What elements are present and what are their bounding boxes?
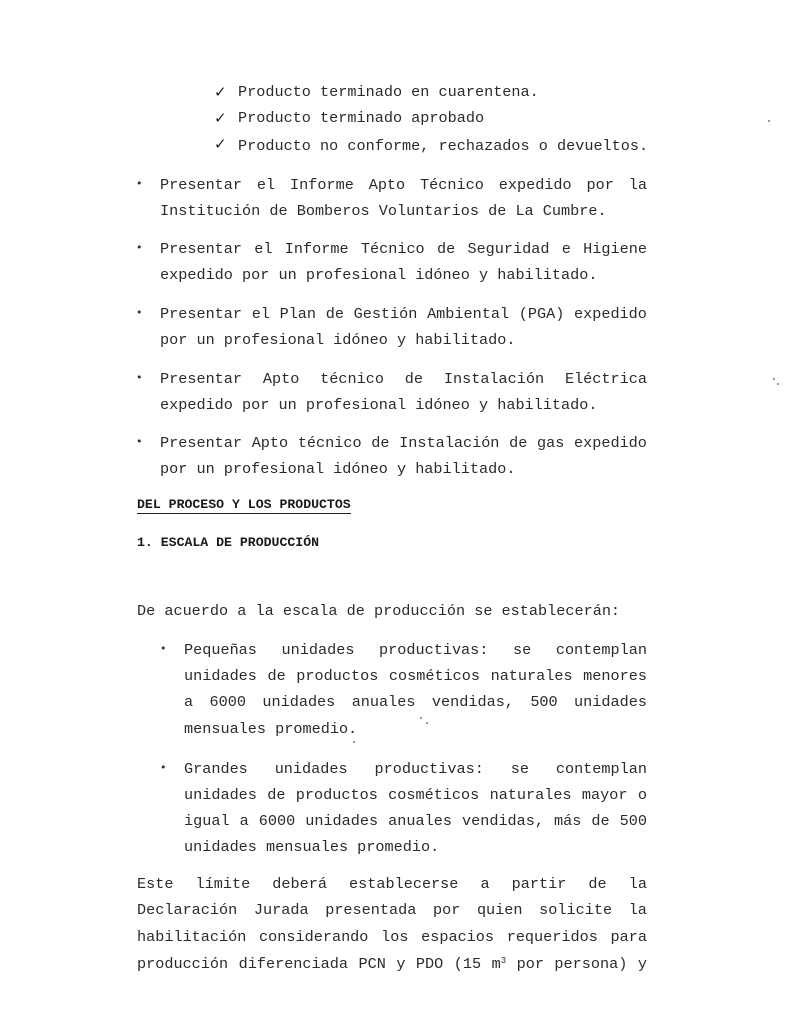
word: el	[256, 176, 276, 194]
word: de	[588, 875, 607, 893]
intro-paragraph: De acuerdo a la escala de producción se establecerán:	[137, 602, 621, 620]
requirement-line	[160, 176, 647, 194]
checkmark-icon: ✓	[214, 135, 227, 153]
word: unidades	[574, 693, 647, 711]
word: Grandes	[184, 760, 248, 778]
word: por	[586, 176, 614, 194]
word: unidades	[281, 641, 355, 659]
word: a	[480, 875, 490, 893]
word: cosméticos	[388, 786, 480, 804]
paragraph-line	[137, 928, 647, 946]
word: Técnico	[420, 176, 484, 194]
word: Declaración	[137, 901, 238, 919]
word: presentada	[325, 901, 417, 919]
checkmark-icon: ✓	[214, 83, 227, 101]
word: Pequeñas	[184, 641, 257, 659]
word: unidades	[305, 812, 379, 830]
word: la	[628, 176, 647, 194]
bullet-icon: •	[160, 761, 167, 774]
subsection-title: 1. ESCALA DE PRODUCCIÓN	[137, 535, 320, 550]
word: unidades	[184, 667, 257, 685]
bullet-icon: •	[136, 435, 143, 448]
word: contemplan	[555, 760, 647, 778]
requirement-line: expedido por un profesional idóneo y habilitado.	[160, 266, 598, 284]
word: solicite	[539, 901, 613, 919]
word: espacios	[421, 928, 495, 946]
checkmark-icon: ✓	[214, 109, 227, 127]
checklist-item: Producto terminado en cuarentena.	[238, 83, 539, 101]
word: $m^3$	[491, 955, 507, 973]
word: Jurada	[253, 901, 309, 919]
word: y	[396, 955, 406, 973]
word: 500	[619, 812, 647, 830]
bullet-icon: •	[136, 371, 143, 384]
word: a	[239, 812, 249, 830]
requirement-line: Institución de Bomberos Voluntarios de La Cumbre.	[160, 202, 607, 220]
word: unidades	[274, 760, 348, 778]
word: gas	[536, 434, 565, 452]
word: considerando	[259, 928, 369, 946]
word: la	[628, 875, 647, 893]
word: Apto	[251, 434, 289, 452]
word: partir	[511, 875, 567, 893]
word: Instalación	[443, 370, 545, 388]
word: Presentar	[160, 240, 243, 258]
word: (PGA)	[518, 305, 565, 323]
scan-speck	[420, 717, 422, 719]
word: el	[251, 305, 270, 323]
word: la	[628, 901, 647, 919]
paragraph-line	[137, 875, 647, 893]
word: Gestión	[353, 305, 418, 323]
word: de	[371, 434, 390, 452]
word: Técnico	[360, 240, 425, 258]
scale-item-line	[184, 760, 647, 778]
word: por	[516, 955, 544, 973]
word: de	[267, 667, 286, 685]
word: de	[267, 786, 286, 804]
word: productivas:	[374, 760, 484, 778]
bullet-icon: •	[136, 306, 143, 319]
word: expedido	[573, 305, 647, 323]
word: PDO	[415, 955, 444, 973]
scale-item-line: mensuales promedio.	[184, 720, 358, 738]
section-title: DEL PROCESO Y LOS PRODUCTOS	[137, 497, 351, 512]
checklist-item: Producto no conforme, rechazados o devueltos.	[238, 137, 649, 155]
bullet-icon: •	[136, 241, 143, 254]
word: persona)	[554, 955, 628, 973]
word: deberá	[272, 875, 327, 893]
word: establecerse	[349, 875, 459, 893]
word: igual	[184, 812, 230, 830]
requirement-line: por un profesional idóneo y habilitado.	[160, 331, 516, 349]
word: Ambiental	[427, 305, 510, 323]
scale-item-line	[184, 693, 647, 711]
word: anuales	[388, 812, 452, 830]
word: Presentar	[160, 434, 243, 452]
bullet-icon: •	[160, 642, 167, 655]
word: 500	[530, 693, 558, 711]
word: unidades	[262, 693, 336, 711]
word: el	[254, 240, 273, 258]
word: o	[637, 786, 647, 804]
word: producción	[137, 955, 229, 973]
requirement-line: expedido por un profesional idóneo y habilitado.	[160, 396, 598, 414]
word: Eléctrica	[564, 370, 647, 388]
word: productos	[296, 667, 379, 685]
word: expedido	[498, 176, 572, 194]
word: Apto	[262, 370, 300, 388]
word: técnico	[297, 434, 362, 452]
word: naturales	[489, 786, 572, 804]
word: técnico	[320, 370, 384, 388]
word: menores	[583, 667, 647, 685]
word: se	[510, 760, 529, 778]
checklist-item: Producto terminado aprobado	[238, 109, 485, 127]
word: productivas:	[379, 641, 489, 659]
scale-item-line	[184, 667, 647, 685]
scale-item-line	[184, 641, 647, 659]
word: Instalación	[399, 434, 500, 452]
word: quien	[476, 901, 523, 919]
requirement-line	[160, 305, 647, 323]
scale-item-line	[184, 812, 647, 830]
word: requeridos	[506, 928, 598, 946]
word: Informe	[290, 176, 354, 194]
scale-item-line	[184, 786, 647, 804]
scan-speck	[773, 378, 775, 380]
word: 6000	[258, 812, 296, 830]
word: e	[561, 240, 571, 258]
scan-speck	[777, 383, 779, 385]
word: de	[436, 240, 456, 258]
word: Plan	[279, 305, 317, 323]
word: expedido	[573, 434, 647, 452]
word: Higiene	[583, 240, 647, 258]
word: contemplan	[555, 641, 647, 659]
paragraph-line	[137, 955, 647, 973]
scan-speck	[353, 741, 355, 743]
word: límite	[195, 875, 251, 893]
word: se	[513, 641, 532, 659]
word: Apto	[368, 176, 406, 194]
word: de	[591, 812, 610, 830]
word: diferenciada	[238, 955, 348, 973]
word: Presentar	[160, 176, 243, 194]
requirement-line	[160, 370, 647, 388]
word: vendidas,	[461, 812, 545, 830]
requirement-line	[160, 434, 647, 452]
word: y	[637, 955, 647, 973]
paragraph-line	[137, 901, 647, 919]
word: para	[610, 928, 647, 946]
word: anuales	[351, 693, 416, 711]
word: Este	[137, 875, 174, 893]
word: de	[404, 370, 424, 388]
word: habilitación	[137, 928, 247, 946]
requirement-line: por un profesional idóneo y habilitado.	[160, 460, 516, 478]
word: unidades	[184, 786, 257, 804]
word: más	[554, 812, 582, 830]
scan-speck	[768, 120, 770, 122]
word: por	[432, 901, 461, 919]
word: naturales	[490, 667, 573, 685]
word: mayor	[581, 786, 628, 804]
word: 6000	[209, 693, 246, 711]
word: a	[184, 693, 194, 711]
scale-item-line: unidades mensuales promedio.	[184, 838, 440, 856]
word: productos	[295, 786, 378, 804]
word: Informe	[284, 240, 349, 258]
word: vendidas,	[431, 693, 514, 711]
scan-speck	[426, 722, 428, 724]
word: cosméticos	[388, 667, 481, 685]
word: los	[381, 928, 409, 946]
word: Presentar	[160, 370, 243, 388]
bullet-icon: •	[136, 177, 143, 190]
word: (15	[453, 955, 482, 973]
word: Seguridad	[467, 240, 550, 258]
word: de	[325, 305, 344, 323]
word: Presentar	[160, 305, 243, 323]
word: de	[509, 434, 528, 452]
requirement-line	[160, 240, 647, 258]
word: PCN	[358, 955, 386, 973]
